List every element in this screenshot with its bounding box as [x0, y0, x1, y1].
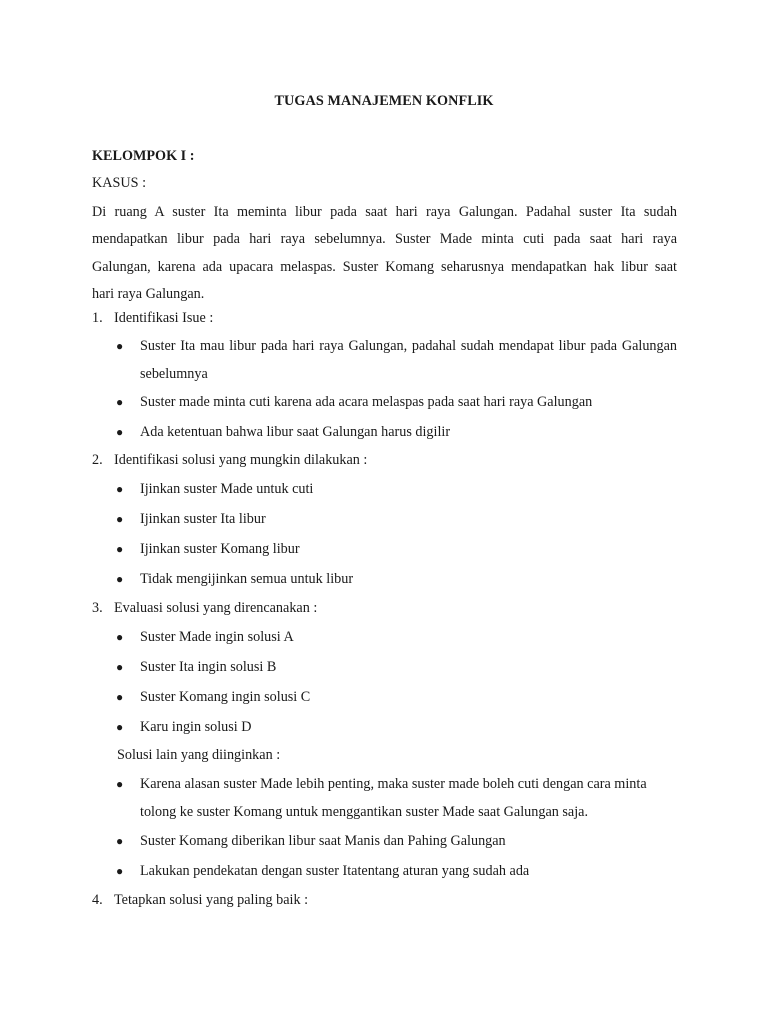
- bullet-icon: ●: [116, 777, 124, 791]
- list-item-text: Ijinkan suster Ita libur: [140, 511, 266, 527]
- section-number: 3.: [92, 600, 103, 616]
- list-item-text: Suster Ita ingin solusi B: [140, 659, 277, 675]
- section-number: 2.: [92, 452, 103, 468]
- case-line: Galungan, karena ada upacara melaspas. Suster Komang seharusnya mendapatkan hak libur saat: [92, 258, 677, 275]
- case-line: Di ruang A suster Ita meminta libur pada saat hari raya Galungan. Padahal suster Ita sudah: [92, 204, 677, 220]
- bullet-icon: ●: [116, 542, 124, 556]
- list-item-text: Lakukan pendekatan dengan suster Itatentang aturan yang sudah ada: [140, 863, 530, 879]
- bullet-icon: ●: [116, 339, 124, 353]
- list-item-text: Karu ingin solusi D: [140, 719, 252, 735]
- bullet-icon: ●: [116, 690, 124, 704]
- section-heading-text: Tetapkan solusi yang paling baik :: [114, 892, 309, 908]
- group-heading: KELOMPOK I :: [92, 148, 195, 164]
- section-heading: [92, 892, 308, 909]
- case-paragraph: [92, 199, 677, 308]
- bullet-icon: ●: [116, 512, 124, 526]
- section-heading: [92, 310, 213, 327]
- bullet-icon: ●: [116, 572, 124, 586]
- list-item-text: Ada ketentuan bahwa libur saat Galungan harus digilir: [140, 424, 451, 440]
- section-heading-text: Evaluasi solusi yang direncanakan :: [114, 600, 318, 616]
- section-heading: [92, 452, 367, 469]
- bullet-icon: ●: [116, 395, 124, 409]
- section-number: 1.: [92, 310, 103, 326]
- section-heading-text: Identifikasi solusi yang mungkin dilakukan :: [114, 452, 368, 468]
- bullet-icon: ●: [116, 482, 124, 496]
- list-item-text: Suster Made ingin solusi A: [140, 629, 294, 645]
- case-line: hari raya Galungan.: [92, 285, 205, 302]
- bullet-icon: ●: [116, 864, 124, 878]
- list-item-text: Ijinkan suster Komang libur: [140, 541, 300, 557]
- section-heading-text: Identifikasi Isue :: [114, 310, 214, 326]
- list-item-text: Karena alasan suster Made lebih penting, maka suster made boleh cuti dengan cara minta tolong ke suster Komang untuk menggantikan suster Made saat Galungan saja.: [140, 776, 647, 820]
- list-item-text: Suster made minta cuti karena ada acara melaspas pada saat hari raya Galungan: [140, 394, 593, 410]
- list-item-text: Suster Komang diberikan libur saat Manis dan Pahing Galungan: [140, 833, 506, 849]
- list-item-text-content: Suster Ita mau libur pada hari raya Galungan, padahal sudah mendapat libur pada Galungan sebelumnya: [140, 338, 677, 382]
- list-item-text: Tidak mengijinkan semua untuk libur: [140, 571, 354, 587]
- list-item-text: [140, 333, 677, 388]
- case-line: mendapatkan libur pada hari raya sebelumnya. Suster Made minta cuti pada saat hari raya: [92, 231, 677, 248]
- bullet-icon: ●: [116, 630, 124, 644]
- bullet-icon: ●: [116, 834, 124, 848]
- document-title: TUGAS MANAJEMEN KONFLIK: [274, 93, 494, 109]
- bullet-icon: ●: [116, 425, 124, 439]
- bullet-icon: ●: [116, 720, 124, 734]
- section-number: 4.: [92, 892, 103, 908]
- section-heading: [92, 600, 317, 617]
- case-label: KASUS :: [92, 175, 147, 191]
- sub-heading: Solusi lain yang diinginkan :: [117, 747, 281, 763]
- list-item-text: Ijinkan suster Made untuk cuti: [140, 481, 314, 497]
- bullet-icon: ●: [116, 660, 124, 674]
- list-item-text: Suster Komang ingin solusi C: [140, 689, 311, 705]
